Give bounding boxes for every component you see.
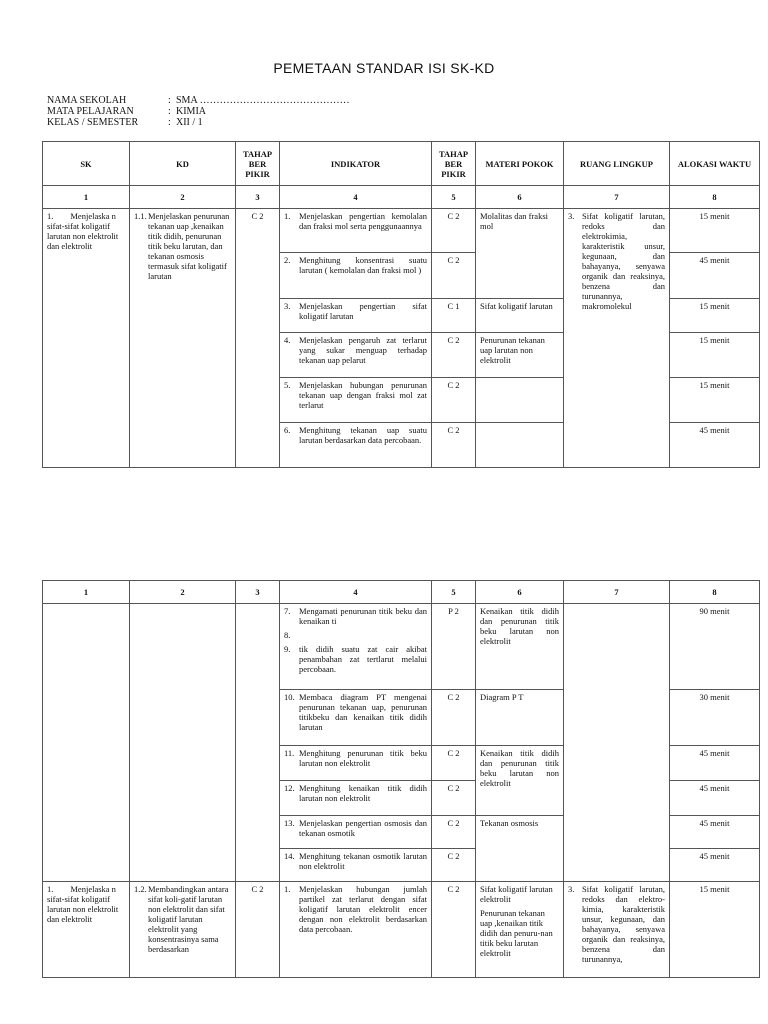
col-number: 6: [476, 581, 564, 604]
header-row: [43, 142, 760, 186]
header-ruang: RUANG LINGKUP: [564, 142, 670, 186]
materi-cell: Tekanan osmosis: [476, 816, 564, 882]
alokasi-cell: 15 menit: [670, 209, 760, 253]
info-value: KIMIA: [176, 106, 206, 117]
materi-cell: Sifat koligatif larutan elektrolit Penurunan tekanan uap ,kenaikan titik didih dan penuru-nan titik beku larutan elektrolit: [476, 882, 564, 978]
info-row-school: NAMA SEKOLAH : SMA ………………………………………: [47, 95, 350, 106]
tahap-cell: C 2: [432, 849, 476, 882]
indikator-cell: 13. Menjelaskan pengertian osmosis dan tekanan osmotik: [280, 816, 432, 849]
tahap-cell: C 2: [432, 209, 476, 253]
col-number: 6: [476, 186, 564, 209]
info-row-subject: MATA PELAJARAN : KIMIA: [47, 106, 206, 117]
kd-cell: [130, 209, 236, 468]
indikator-cell: 10. Membaca diagram PT mengenai penurunan tekanan uap, penurunan titikbeku dan kenaikan titik didih larutan: [280, 690, 432, 746]
ruang-cell: 3. Sifat koligatif larutan, redoks dan elektrokimia, karakteristik unsur, kegunaan, dan bahayanya, senyawa organik dan reaksinya, benzena dan turunannya, makromolekul: [564, 209, 670, 468]
header-indikator: INDIKATOR: [280, 142, 432, 186]
header-tahap: TAHAP BER PIKIR: [432, 142, 476, 186]
alokasi-cell: 45 menit: [670, 781, 760, 816]
indikator-cell: 6. Menghitung tekanan uap suatu larutan berdasarkan data percobaan.: [280, 423, 432, 468]
sk-cell: 1. Menjelaska n sifat-sifat koligatif larutan non elektrolit dan elektrolit: [43, 209, 130, 468]
alokasi-cell: 30 menit: [670, 690, 760, 746]
indikator-cell: 14. Menghitung tekanan osmotik larutan non elektrolit: [280, 849, 432, 882]
table-row: [43, 209, 760, 253]
alokasi-cell: 45 menit: [670, 816, 760, 849]
tahap-cell: C 2: [432, 423, 476, 468]
info-label: NAMA SEKOLAH: [47, 95, 127, 106]
alokasi-cell: 15 menit: [670, 882, 760, 978]
column-number-row: [43, 581, 760, 604]
col-number: 5: [432, 581, 476, 604]
indikator-cell: 11. Menghitung penurunan titik beku larutan non elektrolit: [280, 746, 432, 781]
materi-cell-empty: [476, 378, 564, 423]
col-number: 4: [280, 186, 432, 209]
info-value: XII / 1: [176, 117, 203, 128]
tahap-cell: C 2: [432, 816, 476, 849]
indikator-cell: 1. Menjelaskan hubungan jumlah partikel zat terlarut dengan sifat koligatif larutan elektrolit encer dengan non elektrolit berdasarkan data percobaan.: [280, 882, 432, 978]
header-materi: MATERI POKOK: [476, 142, 564, 186]
alokasi-cell: 15 menit: [670, 333, 760, 378]
kd-text: Menjelaskan penurunan tekanan uap ,kenaikan titik didih, penurunan titik beku larutan, dan tekanan osmosis termasuk sifat koligatif larutan: [148, 211, 230, 281]
header-kd: KD: [130, 142, 236, 186]
indikator-cell: 1. Menjelaskan pengertian kemolalan dan fraksi mol serta penggunaannya: [280, 209, 432, 253]
alokasi-cell: 45 menit: [670, 253, 760, 299]
kd-number: 1.1.: [134, 211, 147, 221]
tahap-cell: C 2: [432, 882, 476, 978]
kd-tahap-cell-empty: [236, 604, 280, 882]
tahap-cell: C 2: [432, 253, 476, 299]
col-number: 8: [670, 581, 760, 604]
info-row-class: KELAS / SEMESTER : XII / 1: [47, 117, 203, 128]
ruang-cell: 3. Sifat koligatif larutan, redoks dan elektro-kimia, karakteristik unsur, kegunaan, dan bahayanya, senyawa organik dan reaksinya, benzena dan turunannya,: [564, 882, 670, 978]
indikator-cell: 2. Menghitung konsentrasi suatu larutan ( kemolalan dan fraksi mol ): [280, 253, 432, 299]
indikator-cell: 7. Mengamati penurunan titik beku dan kenaikan ti 8. 9. tik didih suatu zat cair akibat penambahan zat tertlarut melalui percobaan.: [280, 604, 432, 690]
col-number: 8: [670, 186, 760, 209]
header-sk: SK: [43, 142, 130, 186]
col-number: 4: [280, 581, 432, 604]
ruang-cell-empty: [564, 604, 670, 882]
tahap-cell: C 1: [432, 299, 476, 333]
tahap-cell: C 2: [432, 333, 476, 378]
table-row: [43, 604, 760, 690]
alokasi-cell: 45 menit: [670, 746, 760, 781]
table-row: [43, 882, 760, 978]
col-number: 5: [432, 186, 476, 209]
indikator-cell: 3. Menjelaskan pengertian sifat koligatif larutan: [280, 299, 432, 333]
col-number: 2: [130, 186, 236, 209]
kd-tahap-cell: C 2: [236, 209, 280, 468]
materi-cell: Molalitas dan fraksi mol: [476, 209, 564, 299]
materi-cell: Penurunan tekanan uap larutan non elektrolit: [476, 333, 564, 378]
col-number: 2: [130, 581, 236, 604]
column-number-row: [43, 186, 760, 209]
tahap-cell: C 2: [432, 781, 476, 816]
materi-cell: Kenaikan titik didih dan penurunan titik beku larutan non elektrolit: [476, 604, 564, 690]
page-title: PEMETAAN STANDAR ISI SK-KD: [273, 60, 495, 76]
materi-cell: Sifat koligatif larutan: [476, 299, 564, 333]
kd-tahap-cell: C 2: [236, 882, 280, 978]
indikator-cell: 4. Menjelaskan pengaruh zat terlarut yang sukar menguap terhadap tekanan uap pelarut: [280, 333, 432, 378]
info-value: SMA ………………………………………: [176, 95, 350, 106]
col-number: 7: [564, 581, 670, 604]
mapping-table-2: [42, 580, 760, 978]
col-number: 3: [236, 581, 280, 604]
tahap-cell: C 2: [432, 746, 476, 781]
sk-cell-empty: [43, 604, 130, 882]
info-block: [47, 95, 350, 128]
header-tahap: TAHAP BER PIKIR: [236, 142, 280, 186]
alokasi-cell: 15 menit: [670, 378, 760, 423]
info-label: KELAS / SEMESTER: [47, 117, 139, 128]
alokasi-cell: 15 menit: [670, 299, 760, 333]
col-number: 1: [43, 186, 130, 209]
alokasi-cell: 90 menit: [670, 604, 760, 690]
info-label: MATA PELAJARAN: [47, 106, 134, 117]
tahap-cell: C 2: [432, 378, 476, 423]
tahap-cell: C 2: [432, 690, 476, 746]
materi-cell: Diagram P T: [476, 690, 564, 746]
col-number: 7: [564, 186, 670, 209]
alokasi-cell: 45 menit: [670, 849, 760, 882]
mapping-table-1: [42, 141, 760, 468]
tahap-cell: P 2: [432, 604, 476, 690]
materi-cell: Kenaikan titik didih dan penurunan titik beku larutan non elektrolit: [476, 746, 564, 816]
sk-cell: 1. Menjelaska n sifat-sifat koligatif larutan non elektrolit dan elektrolit: [43, 882, 130, 978]
header-alokasi: ALOKASI WAKTU: [670, 142, 760, 186]
indikator-cell: 5. Menjelaskan hubungan penurunan tekanan uap dengan fraksi mol zat terlarut: [280, 378, 432, 423]
alokasi-cell: 45 menit: [670, 423, 760, 468]
kd-cell-empty: [130, 604, 236, 882]
kd-cell: 1.2. Membandingkan antara sifat koli-gatif larutan non elektrolit dan sifat koligatif larutan elektrolit yang konsentrasinya sama berdasarkan: [130, 882, 236, 978]
indikator-cell: 12. Menghitung kenaikan titik didih larutan non elektrolit: [280, 781, 432, 816]
materi-cell-empty: [476, 423, 564, 468]
col-number: 3: [236, 186, 280, 209]
col-number: 1: [43, 581, 130, 604]
